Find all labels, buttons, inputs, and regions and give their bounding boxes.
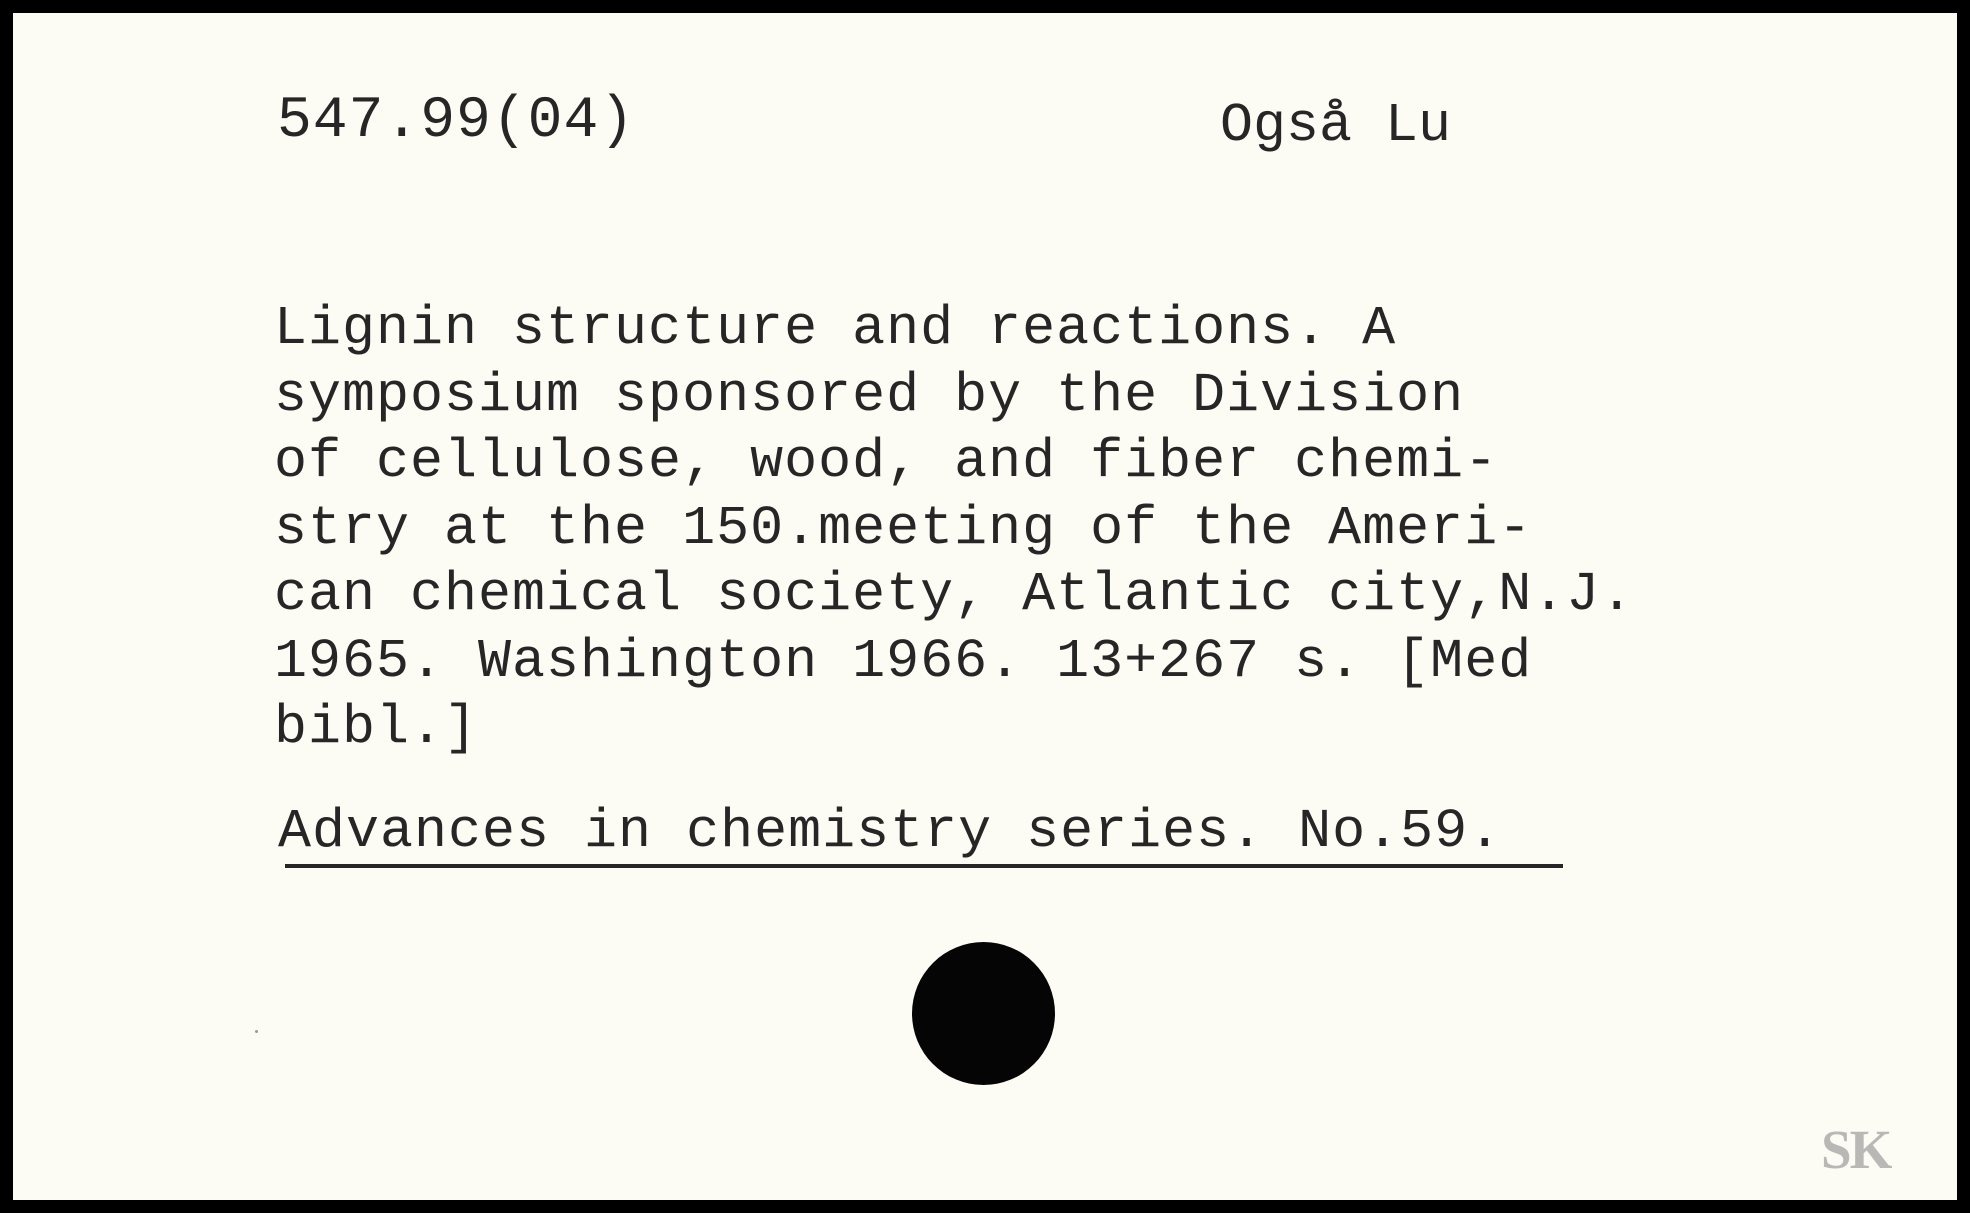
series-underline (285, 864, 1563, 868)
description-line: stry at the 150.meeting of the Ameri- (274, 496, 1533, 560)
description-line: can chemical society, Atlantic city,N.J. (274, 563, 1635, 626)
series-note: Advances in chemistry series. No.59. (278, 800, 1503, 863)
bibliographic-description (274, 296, 1634, 762)
description-line: Lignin structure and reactions. A (274, 297, 1397, 360)
description-line: symposium sponsored by the Division (274, 363, 1465, 427)
location-note: Også Lu (1220, 94, 1452, 157)
punch-hole (912, 942, 1055, 1085)
paper-speck (255, 1030, 258, 1033)
sk-stamp: SK (1821, 1119, 1891, 1180)
call-number: 547.99(04) (277, 89, 636, 154)
catalog-card (13, 13, 1957, 1200)
description-line: of cellulose, wood, and fiber chemi- (274, 430, 1499, 493)
description-line: bibl.] (274, 696, 479, 759)
description-line: 1965. Washington 1966. 13+267 s. [Med (274, 629, 1533, 693)
